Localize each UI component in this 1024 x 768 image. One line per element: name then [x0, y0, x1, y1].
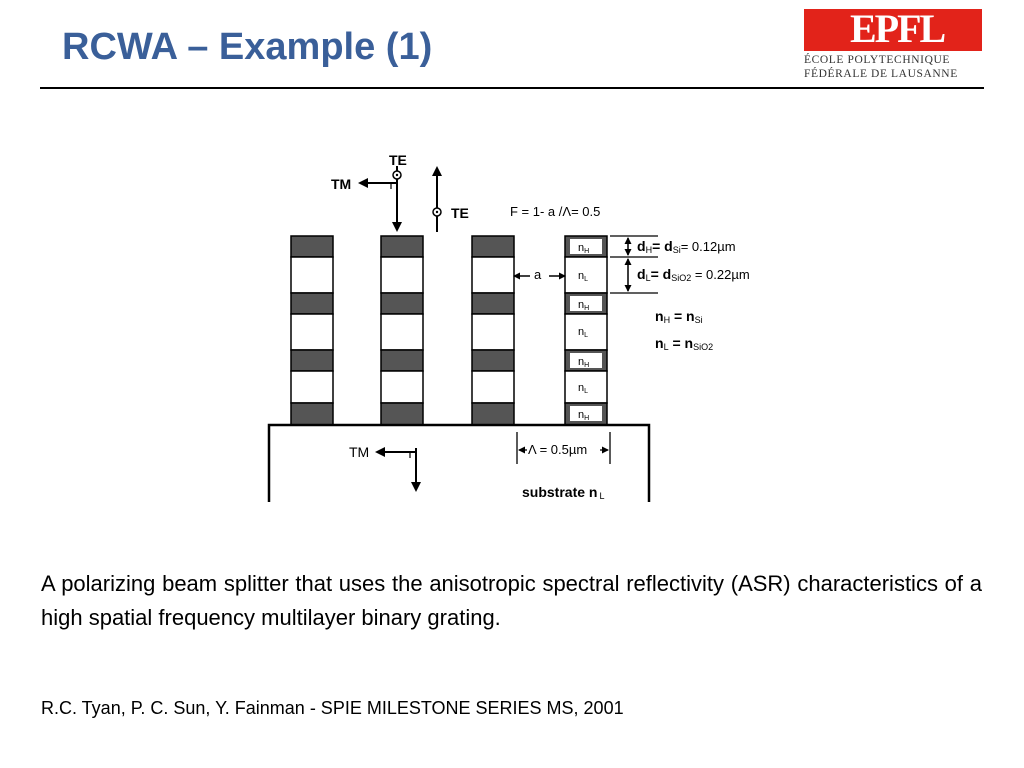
layer-label-nl: nL	[578, 326, 589, 339]
dl-label: dL= dSiO2 = 0.22µm	[637, 266, 750, 283]
layer-label-nh: nH	[578, 409, 590, 422]
nl-definition: nL = nSiO2	[655, 335, 714, 352]
grating-ridges	[291, 236, 607, 425]
gap-a-label: a	[534, 267, 542, 282]
fill-factor-label: F = 1- a /Λ= 0.5	[510, 204, 601, 219]
epfl-wordmark: EPFL	[850, 6, 945, 51]
dh-label: dH= dSi= 0.12µm	[637, 238, 736, 255]
layer-label-nh: nH	[578, 356, 590, 369]
incident-te-label: TE	[389, 152, 407, 168]
reflected-te-label: TE	[451, 205, 469, 221]
reflected-beam	[433, 168, 441, 232]
slide-description: A polarizing beam splitter that uses the anisotropic spectral reflectivity (ASR) characteristics of a high spatial frequency multilayer binary grating.	[41, 571, 982, 630]
nh-definition: nH = nSi	[655, 308, 703, 325]
layer-label-nl: nL	[578, 382, 589, 395]
incident-tm-label: TM	[331, 176, 352, 192]
layer-label-nh: nH	[578, 299, 590, 312]
transmitted-tm-label: TM	[349, 444, 370, 460]
citation: R.C. Tyan, P. C. Sun, Y. Fainman - SPIE MILESTONE SERIES MS, 2001	[41, 698, 624, 718]
slide-title: RCWA – Example (1)	[62, 26, 433, 68]
substrate-label: substrate n L	[522, 484, 605, 501]
period-label: Λ = 0.5µm	[528, 442, 588, 457]
incident-beam	[360, 166, 401, 230]
transmitted-beam	[377, 448, 416, 490]
layer-label-nh: nH	[578, 242, 590, 255]
layer-label-nl: nL	[578, 270, 589, 283]
logo-text-line-1: ÉCOLE POLYTECHNIQUE	[804, 54, 950, 66]
logo-text-line-2: FÉDÉRALE DE LAUSANNE	[804, 68, 958, 80]
